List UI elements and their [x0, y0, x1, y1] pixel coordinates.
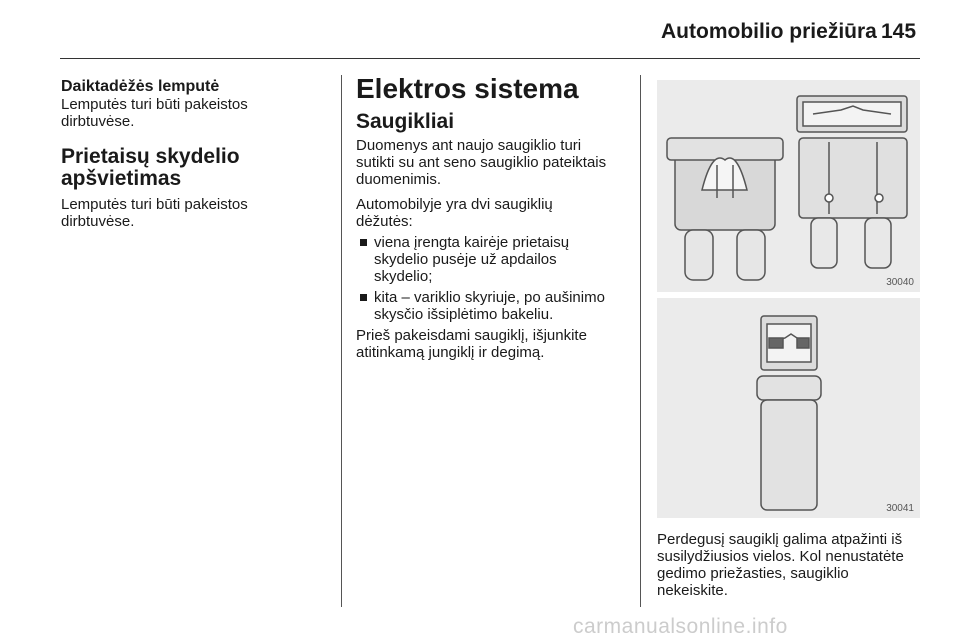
bullet-icon	[360, 239, 367, 246]
paragraph-line: sutikti su ant seno saugiklio pateiktais	[356, 154, 607, 171]
list-item-line: viena įrengta kairėje prietaisų	[374, 234, 570, 251]
paragraph-line: gedimo priežasties, saugiklio	[657, 565, 849, 582]
paragraph-line: dirbtuvėse.	[61, 113, 135, 130]
list-item-line: skydelio;	[374, 268, 433, 285]
flat-fuse-icon	[657, 80, 920, 292]
paragraph-line: Perdegusį saugiklį galima atpažinti iš	[657, 531, 903, 548]
page-number: 145	[881, 20, 917, 43]
right-column-caption	[657, 531, 927, 599]
section-heading-instrument-lighting-2: apšvietimas	[61, 167, 182, 190]
section-heading-glovebox-lamp: Daiktadėžės lemputė	[61, 78, 220, 95]
paragraph-line: nekeiskite.	[657, 582, 728, 599]
paragraph-line: Lemputės turi būti pakeistos	[61, 196, 248, 213]
column-divider-left	[341, 75, 342, 607]
mini-fuse-icon	[657, 298, 920, 518]
list-item	[356, 289, 626, 323]
left-column	[61, 78, 326, 230]
list-item-line: skysčio išsiplėtimo bakeliu.	[374, 306, 554, 323]
paragraph-line: dirbtuvėse.	[61, 213, 135, 230]
paragraph-line: Prieš pakeisdami saugiklį, išjunkite	[356, 327, 587, 344]
paragraph-line: atitinkamą jungiklį ir degimą.	[356, 344, 545, 361]
list-item-line: kita – variklio skyriuje, po aušinimo	[374, 289, 605, 306]
paragraph-line: Duomenys ant naujo saugiklio turi	[356, 137, 582, 154]
chapter-title: Elektros sistema	[356, 73, 579, 104]
figure-number: 30040	[886, 277, 914, 288]
paragraph-line: dėžutės:	[356, 213, 413, 230]
watermark: carmanualsonline.info	[573, 615, 788, 638]
fuse-illustration-mini	[657, 298, 920, 518]
paragraph-line: Automobilyje yra dvi saugiklių	[356, 196, 553, 213]
figure-number: 30041	[886, 503, 914, 514]
section-heading-instrument-lighting: Prietaisų skydelio	[61, 145, 240, 168]
paragraph-line: susilydžiusios vielos. Kol nenustatėte	[657, 548, 904, 565]
paragraph-line: Lemputės turi būti pakeistos	[61, 96, 248, 113]
bullet-icon	[360, 294, 367, 301]
column-divider-right	[640, 75, 641, 607]
paragraph-line: duomenimis.	[356, 171, 442, 188]
section-subtitle: Saugikliai	[356, 110, 455, 133]
header-title: Automobilio priežiūra	[661, 20, 877, 43]
list-item	[356, 234, 626, 285]
header-rule	[60, 58, 920, 59]
fuse-illustration-flat	[657, 80, 920, 292]
middle-column	[356, 73, 626, 361]
list-item-line: skydelio pusėje už apdailos	[374, 251, 557, 268]
